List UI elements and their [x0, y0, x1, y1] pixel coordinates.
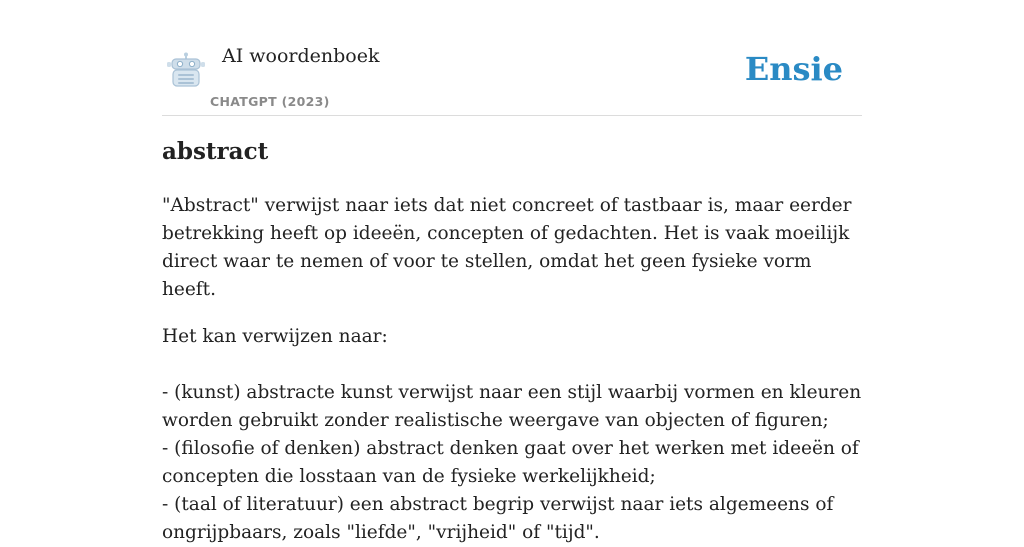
source-meta: CHATGPT (2023) [210, 94, 330, 109]
source-title[interactable]: AI woordenboek [222, 45, 380, 67]
list-item: - (filosofie of denken) abstract denken gaat over het werken met ideeën of concepten die losstaan van de fysieke werkelijkheid; [162, 438, 859, 487]
page-container [162, 0, 862, 543]
entry-body [162, 192, 862, 547]
header [162, 0, 862, 116]
definition-paragraph: "Abstract" verwijst naar iets dat niet concreet of tastbaar is, maar eerder betrekking heeft op ideeën, concepten of gedachten. Het is vaak moeilijk direct waar te nemen of voor te stellen, omdat het geen fysieke vorm heeft. [162, 195, 852, 300]
list-item: - (taal of literatuur) een abstract begrip verwijst naar iets algemeens of ongrijpbaars, zoals "liefde", "vrijheid" of "tijd". [162, 494, 834, 543]
intro-paragraph: Het kan verwijzen naar: [162, 326, 388, 347]
spacer [162, 351, 862, 379]
brand-logo[interactable]: Ensie [744, 50, 843, 88]
list-item: - (kunst) abstracte kunst verwijst naar een stijl waarbij vormen en kleuren worden gebruikt zonder realistische weergave van objecten of figuren; [162, 382, 862, 431]
entry-title: abstract [162, 138, 269, 165]
robot-icon [166, 52, 206, 88]
